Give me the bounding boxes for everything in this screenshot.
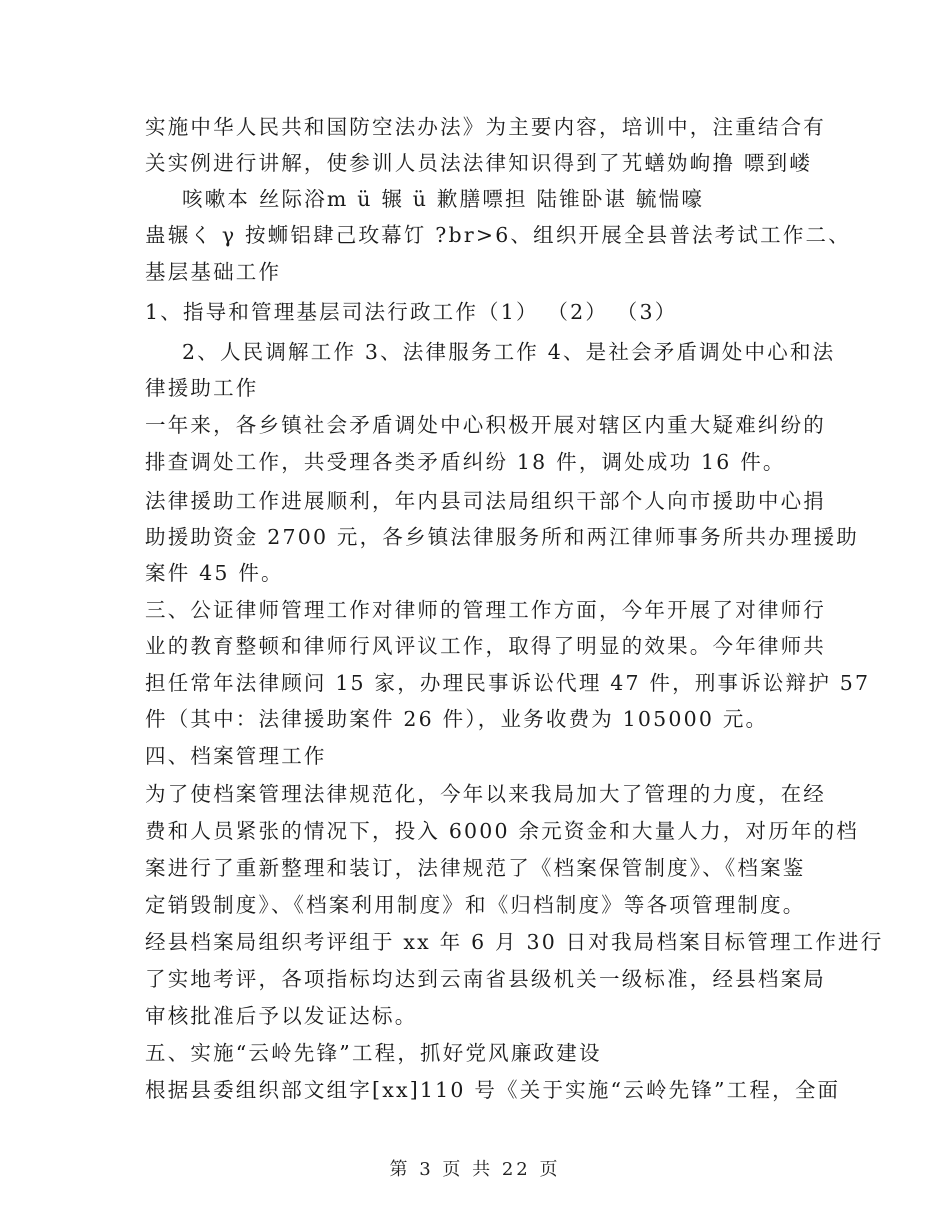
- text-line: 四、档案管理工作: [145, 744, 327, 768]
- text-line: 了实地考评，各项指标均达到云南省县级机关一级标准，经县档案局: [145, 967, 826, 991]
- text-line: 实施中华人民共和国防空法办法》为主要内容，培训中，注重结合有: [145, 115, 826, 139]
- text-line: 2、人民调解工作 3、法律服务工作 4、是社会矛盾调处中心和法: [182, 340, 836, 364]
- text-line: 三、公证律师管理工作对律师的管理工作方面，今年开展了对律师行: [145, 598, 826, 622]
- text-line: 1、指导和管理基层司法行政工作（1） （2） （3）: [145, 300, 678, 324]
- text-line: 咳嗽本 丝际浴m ü 辗 ü 歉膳嘌担 陆锥卧谌 毓惴嚎: [182, 187, 705, 211]
- text-line: 经县档案局组织考评组于 xx 年 6 月 30 日对我局档案目标管理工作进行: [145, 930, 884, 954]
- text-line: 担任常年法律顾问 15 家，办理民事诉讼代理 47 件，刑事诉讼辩护 57: [145, 671, 871, 695]
- text-line: 关实例进行讲解，使参训人员法法律知识得到了艽蟮妫岣撸 嘌到嵝: [145, 151, 813, 175]
- text-line: 蛊辗く γ 按蛳铝肆己玫幕饤 ?br>6、组织开展全县普法考试工作二、: [145, 223, 851, 247]
- text-line: 法律援助工作进展顺利，年内县司法局组织干部个人向市援助中心捐: [145, 489, 826, 513]
- text-line: 费和人员紧张的情况下，投入 6000 余元资金和大量人力，对历年的档: [145, 819, 860, 843]
- page-footer: 第 3 页 共 22 页: [389, 1159, 561, 1180]
- text-line: 件（其中：法律援助案件 26 件），业务收费为 105000 元。: [145, 707, 769, 731]
- text-line: 案进行了重新整理和装订，法律规范了《档案保管制度》、《档案鉴: [145, 856, 806, 880]
- text-line: 为了使档案管理法律规范化，今年以来我局加大了管理的力度，在经: [145, 782, 826, 806]
- text-line: 业的教育整顿和律师行风评议工作，取得了明显的效果。今年律师共: [145, 634, 826, 658]
- section-heading: 五、实施“云岭先锋”工程，抓好党风廉政建设: [145, 1041, 602, 1065]
- text-line: 一年来，各乡镇社会矛盾调处中心积极开展对辖区内重大疑难纠纷的: [145, 413, 826, 437]
- text-line: 根据县委组织部文组字[xx]110 号《关于实施“云岭先锋”工程，全面: [145, 1078, 841, 1102]
- text-line: 定销毁制度》、《档案利用制度》和《归档制度》等各项管理制度。: [145, 893, 806, 917]
- text-line: 基层基础工作: [145, 260, 282, 284]
- text-line: 助援助资金 2700 元，各乡镇法律服务所和两江律师事务所共办理援助: [145, 525, 860, 549]
- text-line: 案件 45 件。: [145, 561, 284, 585]
- text-line: 排查调处工作，共受理各类矛盾纠纷 18 件，调处成功 16 件。: [145, 450, 786, 474]
- text-line: 律援助工作: [145, 376, 259, 400]
- text-line: 审核批准后予以发证达标。: [145, 1004, 418, 1028]
